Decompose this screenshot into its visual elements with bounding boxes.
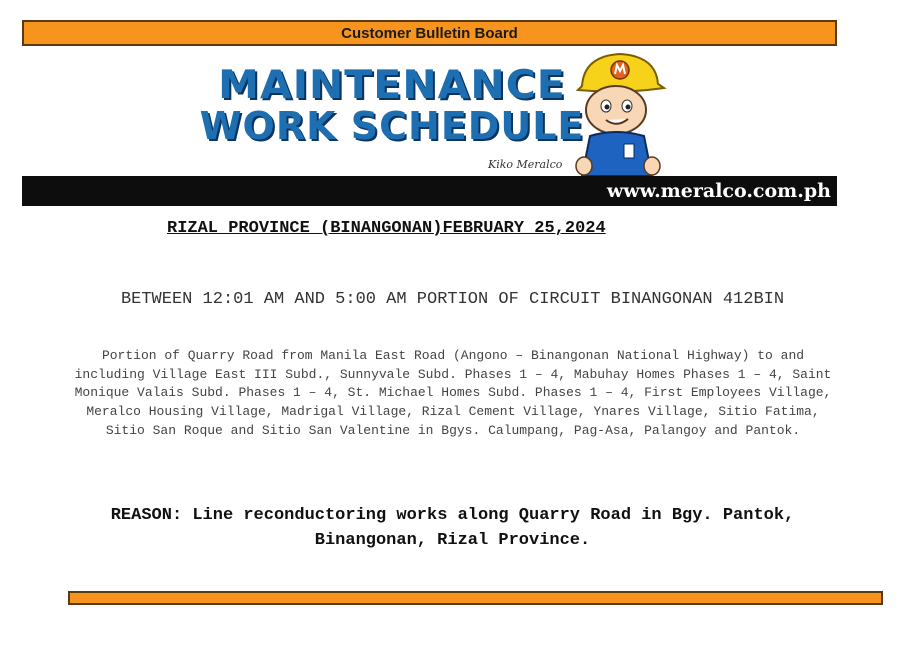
bulletin-label: Customer Bulletin Board [341, 24, 518, 42]
location-date-heading: RIZAL PROVINCE (BINANGONAN)FEBRUARY 25,2024 [167, 219, 606, 238]
website-url: www.meralco.com.ph [606, 180, 831, 202]
maintenance-reason: REASON: Line reconductoring works along Quarry Road in Bgy. Pantok, Binangonan, Rizal Province. [110, 506, 795, 550]
schedule-circuit-line: BETWEEN 12:01 AM AND 5:00 AM PORTION OF CIRCUIT BINANGONAN 412BIN [120, 290, 785, 309]
website-bar [22, 176, 837, 206]
banner-title [192, 63, 592, 148]
mascot-signature: Kiko Meralco [488, 158, 563, 171]
bottom-orange-bar [68, 591, 883, 605]
hardhat-worker-mascot-icon [572, 48, 672, 178]
customer-bulletin-bar [22, 20, 837, 46]
title-line-maintenance: MAINTENANCE [218, 63, 566, 108]
affected-areas-description: Portion of Quarry Road from Manila East Road (Angono – Binangonan National Highway) to and including Village East III Subd., Sunnyvale Subd. Phases 1 – 4, Mabuhay Homes Phases 1 – 4, Saint Monique Valais Subd. Phases 1 – 4, St. Michael Homes Subd. Phases 1 – 4, First Employees Village, Meralco Housing Village, Madrigal Village, Rizal Cement Village, Ynares Village, Sitio Fatima, Sitio San Roque and Sitio San Valentine in Bgys. Calumpang, Pag-Asa, Palangoy and Pantok. [74, 348, 832, 438]
title-line-work-schedule: WORK SCHEDULE [199, 104, 585, 148]
